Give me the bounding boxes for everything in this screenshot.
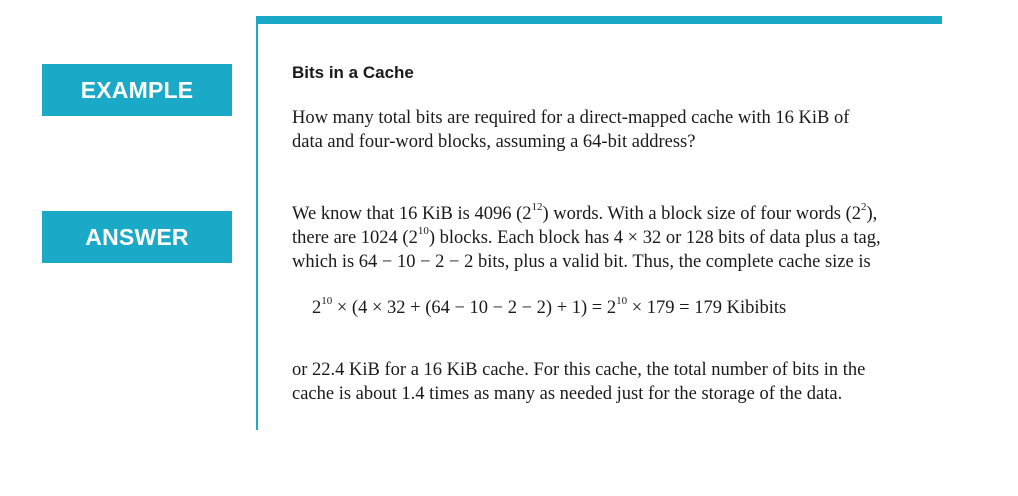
answer-line-1: We know that 16 KiB is 4096 $(2^{12})$ words. With a block size of four words $(2^2)$, — [292, 200, 878, 224]
answer-paragraph — [292, 202, 952, 274]
example-title: Bits in a Cache — [292, 63, 414, 82]
cache-size-equation: $2^{10} \times (4 \times 32 + (64 - 10 - 2 - 2) + 1) = 2^{10} \times 179 = 179$ Kibibits — [312, 294, 787, 318]
closing-paragraph — [292, 358, 952, 406]
closing-line-2: cache is about 1.4 times as many as needed just for the storage of the data. — [292, 384, 843, 404]
question-line-1: How many total bits are required for a direct-mapped cache with 16 KiB of — [292, 108, 850, 128]
answer-tab-label: ANSWER — [85, 223, 189, 250]
closing-line-1: or 22.4 KiB for a 16 KiB cache. For this cache, the total number of bits in the — [292, 360, 866, 380]
example-question — [292, 106, 952, 154]
question-line-2: data and four-word blocks, assuming a 64-bit address? — [292, 132, 696, 152]
top-rule — [256, 16, 942, 24]
example-tab-label: EXAMPLE — [80, 76, 194, 103]
answer-line-2: there are 1024 $(2^{10})$ blocks. Each block has 4 × 32 or 128 bits of data plus a tag, — [292, 224, 881, 248]
answer-tab — [42, 211, 232, 263]
left-rule — [256, 24, 258, 430]
example-tab — [42, 64, 232, 116]
answer-line-3: which is 64 − 10 − 2 − 2 bits, plus a valid bit. Thus, the complete cache size is — [292, 252, 871, 272]
